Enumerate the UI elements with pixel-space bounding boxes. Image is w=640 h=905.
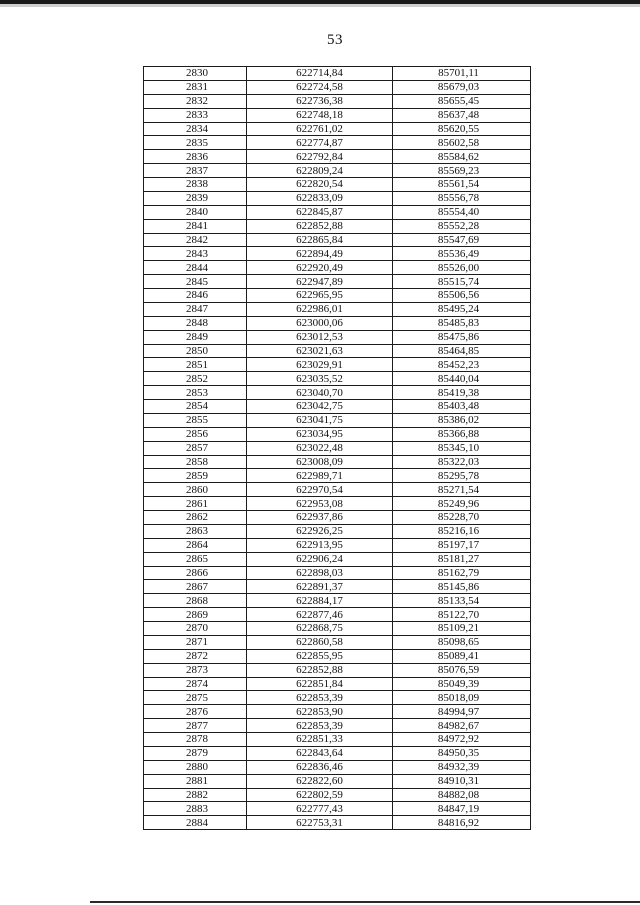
x-coordinate-cell: 622845,87 <box>247 205 393 219</box>
table-row <box>144 413 531 427</box>
x-coordinate-cell: 622937,86 <box>247 511 393 525</box>
table-row <box>144 80 531 94</box>
table-row <box>144 178 531 192</box>
point-number-cell: 2870 <box>144 622 247 636</box>
coordinates-table-body <box>144 67 531 830</box>
coordinates-table <box>143 66 531 830</box>
x-coordinate-cell: 622714,84 <box>247 67 393 81</box>
x-coordinate-cell: 623008,09 <box>247 455 393 469</box>
y-coordinate-cell: 85419,38 <box>393 386 531 400</box>
point-number-cell: 2856 <box>144 427 247 441</box>
point-number-cell: 2851 <box>144 358 247 372</box>
table-row <box>144 67 531 81</box>
x-coordinate-cell: 622761,02 <box>247 122 393 136</box>
scan-top-shadow <box>0 4 640 7</box>
point-number-cell: 2855 <box>144 413 247 427</box>
x-coordinate-cell: 622891,37 <box>247 580 393 594</box>
x-coordinate-cell: 622822,60 <box>247 774 393 788</box>
point-number-cell: 2878 <box>144 733 247 747</box>
y-coordinate-cell: 85452,23 <box>393 358 531 372</box>
point-number-cell: 2875 <box>144 691 247 705</box>
table-row <box>144 302 531 316</box>
x-coordinate-cell: 622792,84 <box>247 150 393 164</box>
y-coordinate-cell: 85485,83 <box>393 316 531 330</box>
y-coordinate-cell: 85109,21 <box>393 622 531 636</box>
point-number-cell: 2841 <box>144 219 247 233</box>
x-coordinate-cell: 622860,58 <box>247 635 393 649</box>
table-row <box>144 649 531 663</box>
x-coordinate-cell: 622809,24 <box>247 164 393 178</box>
y-coordinate-cell: 85076,59 <box>393 663 531 677</box>
point-number-cell: 2873 <box>144 663 247 677</box>
point-number-cell: 2861 <box>144 497 247 511</box>
y-coordinate-cell: 85561,54 <box>393 178 531 192</box>
y-coordinate-cell: 85049,39 <box>393 677 531 691</box>
table-row <box>144 150 531 164</box>
x-coordinate-cell: 622855,95 <box>247 649 393 663</box>
y-coordinate-cell: 85089,41 <box>393 649 531 663</box>
x-coordinate-cell: 623035,52 <box>247 372 393 386</box>
point-number-cell: 2852 <box>144 372 247 386</box>
x-coordinate-cell: 622894,49 <box>247 247 393 261</box>
point-number-cell: 2845 <box>144 275 247 289</box>
y-coordinate-cell: 84882,08 <box>393 788 531 802</box>
y-coordinate-cell: 85228,70 <box>393 511 531 525</box>
point-number-cell: 2877 <box>144 719 247 733</box>
table-row <box>144 483 531 497</box>
point-number-cell: 2857 <box>144 441 247 455</box>
point-number-cell: 2853 <box>144 386 247 400</box>
point-number-cell: 2840 <box>144 205 247 219</box>
y-coordinate-cell: 85569,23 <box>393 164 531 178</box>
x-coordinate-cell: 622947,89 <box>247 275 393 289</box>
y-coordinate-cell: 85197,17 <box>393 538 531 552</box>
point-number-cell: 2844 <box>144 261 247 275</box>
point-number-cell: 2843 <box>144 247 247 261</box>
table-row <box>144 94 531 108</box>
y-coordinate-cell: 85536,49 <box>393 247 531 261</box>
point-number-cell: 2871 <box>144 635 247 649</box>
x-coordinate-cell: 622843,64 <box>247 746 393 760</box>
y-coordinate-cell: 85440,04 <box>393 372 531 386</box>
table-row <box>144 386 531 400</box>
x-coordinate-cell: 622777,43 <box>247 802 393 816</box>
y-coordinate-cell: 85216,16 <box>393 524 531 538</box>
point-number-cell: 2865 <box>144 552 247 566</box>
y-coordinate-cell: 85271,54 <box>393 483 531 497</box>
point-number-cell: 2831 <box>144 80 247 94</box>
y-coordinate-cell: 85495,24 <box>393 302 531 316</box>
y-coordinate-cell: 84932,39 <box>393 760 531 774</box>
table-row <box>144 566 531 580</box>
point-number-cell: 2882 <box>144 788 247 802</box>
table-row <box>144 455 531 469</box>
y-coordinate-cell: 85655,45 <box>393 94 531 108</box>
point-number-cell: 2881 <box>144 774 247 788</box>
x-coordinate-cell: 622853,39 <box>247 691 393 705</box>
y-coordinate-cell: 85475,86 <box>393 330 531 344</box>
table-row <box>144 760 531 774</box>
table-row <box>144 524 531 538</box>
y-coordinate-cell: 85403,48 <box>393 400 531 414</box>
table-row <box>144 677 531 691</box>
point-number-cell: 2832 <box>144 94 247 108</box>
point-number-cell: 2876 <box>144 705 247 719</box>
table-row <box>144 746 531 760</box>
y-coordinate-cell: 85506,56 <box>393 289 531 303</box>
x-coordinate-cell: 622868,75 <box>247 622 393 636</box>
y-coordinate-cell: 85133,54 <box>393 594 531 608</box>
y-coordinate-cell: 85018,09 <box>393 691 531 705</box>
point-number-cell: 2864 <box>144 538 247 552</box>
y-coordinate-cell: 84972,92 <box>393 733 531 747</box>
point-number-cell: 2880 <box>144 760 247 774</box>
table-row <box>144 372 531 386</box>
y-coordinate-cell: 85366,88 <box>393 427 531 441</box>
x-coordinate-cell: 622865,84 <box>247 233 393 247</box>
x-coordinate-cell: 622853,39 <box>247 719 393 733</box>
table-row <box>144 774 531 788</box>
x-coordinate-cell: 623041,75 <box>247 413 393 427</box>
table-row <box>144 788 531 802</box>
y-coordinate-cell: 84816,92 <box>393 816 531 830</box>
point-number-cell: 2834 <box>144 122 247 136</box>
y-coordinate-cell: 84982,67 <box>393 719 531 733</box>
y-coordinate-cell: 85322,03 <box>393 455 531 469</box>
point-number-cell: 2842 <box>144 233 247 247</box>
table-row <box>144 497 531 511</box>
y-coordinate-cell: 85637,48 <box>393 108 531 122</box>
y-coordinate-cell: 84994,97 <box>393 705 531 719</box>
point-number-cell: 2838 <box>144 178 247 192</box>
x-coordinate-cell: 622920,49 <box>247 261 393 275</box>
y-coordinate-cell: 84950,35 <box>393 746 531 760</box>
point-number-cell: 2862 <box>144 511 247 525</box>
x-coordinate-cell: 623022,48 <box>247 441 393 455</box>
x-coordinate-cell: 623040,70 <box>247 386 393 400</box>
x-coordinate-cell: 622724,58 <box>247 80 393 94</box>
point-number-cell: 2879 <box>144 746 247 760</box>
x-coordinate-cell: 622852,88 <box>247 663 393 677</box>
y-coordinate-cell: 85098,65 <box>393 635 531 649</box>
y-coordinate-cell: 85345,10 <box>393 441 531 455</box>
y-coordinate-cell: 85295,78 <box>393 469 531 483</box>
x-coordinate-cell: 622965,95 <box>247 289 393 303</box>
x-coordinate-cell: 622913,95 <box>247 538 393 552</box>
point-number-cell: 2839 <box>144 191 247 205</box>
table-row <box>144 330 531 344</box>
x-coordinate-cell: 622833,09 <box>247 191 393 205</box>
table-row <box>144 289 531 303</box>
point-number-cell: 2866 <box>144 566 247 580</box>
x-coordinate-cell: 623012,53 <box>247 330 393 344</box>
point-number-cell: 2863 <box>144 524 247 538</box>
point-number-cell: 2836 <box>144 150 247 164</box>
y-coordinate-cell: 85181,27 <box>393 552 531 566</box>
table-row <box>144 427 531 441</box>
x-coordinate-cell: 622851,33 <box>247 733 393 747</box>
y-coordinate-cell: 85162,79 <box>393 566 531 580</box>
point-number-cell: 2830 <box>144 67 247 81</box>
y-coordinate-cell: 85547,69 <box>393 233 531 247</box>
table-row <box>144 594 531 608</box>
table-row <box>144 816 531 830</box>
x-coordinate-cell: 622884,17 <box>247 594 393 608</box>
table-row <box>144 635 531 649</box>
table-row <box>144 802 531 816</box>
table-row <box>144 608 531 622</box>
x-coordinate-cell: 622898,03 <box>247 566 393 580</box>
point-number-cell: 2846 <box>144 289 247 303</box>
y-coordinate-cell: 85249,96 <box>393 497 531 511</box>
y-coordinate-cell: 85679,03 <box>393 80 531 94</box>
x-coordinate-cell: 622853,90 <box>247 705 393 719</box>
table-row <box>144 622 531 636</box>
table-row <box>144 469 531 483</box>
point-number-cell: 2867 <box>144 580 247 594</box>
y-coordinate-cell: 85554,40 <box>393 205 531 219</box>
point-number-cell: 2872 <box>144 649 247 663</box>
x-coordinate-cell: 622953,08 <box>247 497 393 511</box>
point-number-cell: 2859 <box>144 469 247 483</box>
y-coordinate-cell: 85386,02 <box>393 413 531 427</box>
point-number-cell: 2854 <box>144 400 247 414</box>
point-number-cell: 2850 <box>144 344 247 358</box>
table-row <box>144 122 531 136</box>
y-coordinate-cell: 85620,55 <box>393 122 531 136</box>
point-number-cell: 2858 <box>144 455 247 469</box>
x-coordinate-cell: 622906,24 <box>247 552 393 566</box>
table-row <box>144 358 531 372</box>
x-coordinate-cell: 622753,31 <box>247 816 393 830</box>
y-coordinate-cell: 85526,00 <box>393 261 531 275</box>
y-coordinate-cell: 85145,86 <box>393 580 531 594</box>
x-coordinate-cell: 623029,91 <box>247 358 393 372</box>
point-number-cell: 2835 <box>144 136 247 150</box>
point-number-cell: 2874 <box>144 677 247 691</box>
table-row <box>144 191 531 205</box>
point-number-cell: 2849 <box>144 330 247 344</box>
y-coordinate-cell: 85556,78 <box>393 191 531 205</box>
table-row <box>144 261 531 275</box>
y-coordinate-cell: 85552,28 <box>393 219 531 233</box>
table-row <box>144 733 531 747</box>
table-row <box>144 400 531 414</box>
table-row <box>144 275 531 289</box>
table-row <box>144 205 531 219</box>
y-coordinate-cell: 85602,58 <box>393 136 531 150</box>
point-number-cell: 2883 <box>144 802 247 816</box>
point-number-cell: 2869 <box>144 608 247 622</box>
y-coordinate-cell: 85464,85 <box>393 344 531 358</box>
scan-bottom-edge <box>90 901 640 903</box>
x-coordinate-cell: 622877,46 <box>247 608 393 622</box>
page-number: 53 <box>327 32 343 48</box>
x-coordinate-cell: 622736,38 <box>247 94 393 108</box>
x-coordinate-cell: 622970,54 <box>247 483 393 497</box>
table-row <box>144 580 531 594</box>
y-coordinate-cell: 84847,19 <box>393 802 531 816</box>
point-number-cell: 2833 <box>144 108 247 122</box>
x-coordinate-cell: 623021,63 <box>247 344 393 358</box>
table-row <box>144 108 531 122</box>
table-row <box>144 691 531 705</box>
point-number-cell: 2868 <box>144 594 247 608</box>
table-row <box>144 247 531 261</box>
x-coordinate-cell: 623000,06 <box>247 316 393 330</box>
y-coordinate-cell: 85515,74 <box>393 275 531 289</box>
table-row <box>144 663 531 677</box>
table-row <box>144 719 531 733</box>
x-coordinate-cell: 622989,71 <box>247 469 393 483</box>
table-row <box>144 219 531 233</box>
x-coordinate-cell: 622851,84 <box>247 677 393 691</box>
x-coordinate-cell: 622986,01 <box>247 302 393 316</box>
table-row <box>144 552 531 566</box>
table-row <box>144 164 531 178</box>
point-number-cell: 2847 <box>144 302 247 316</box>
point-number-cell: 2848 <box>144 316 247 330</box>
x-coordinate-cell: 622926,25 <box>247 524 393 538</box>
y-coordinate-cell: 85701,11 <box>393 67 531 81</box>
y-coordinate-cell: 85122,70 <box>393 608 531 622</box>
table-row <box>144 511 531 525</box>
x-coordinate-cell: 622774,87 <box>247 136 393 150</box>
x-coordinate-cell: 622820,54 <box>247 178 393 192</box>
table-row <box>144 441 531 455</box>
table-row <box>144 136 531 150</box>
x-coordinate-cell: 622852,88 <box>247 219 393 233</box>
x-coordinate-cell: 622836,46 <box>247 760 393 774</box>
table-row <box>144 705 531 719</box>
x-coordinate-cell: 623034,95 <box>247 427 393 441</box>
table-row <box>144 538 531 552</box>
x-coordinate-cell: 622802,59 <box>247 788 393 802</box>
y-coordinate-cell: 84910,31 <box>393 774 531 788</box>
table-row <box>144 233 531 247</box>
point-number-cell: 2860 <box>144 483 247 497</box>
table-row <box>144 316 531 330</box>
x-coordinate-cell: 623042,75 <box>247 400 393 414</box>
point-number-cell: 2837 <box>144 164 247 178</box>
point-number-cell: 2884 <box>144 816 247 830</box>
x-coordinate-cell: 622748,18 <box>247 108 393 122</box>
y-coordinate-cell: 85584,62 <box>393 150 531 164</box>
table-row <box>144 344 531 358</box>
